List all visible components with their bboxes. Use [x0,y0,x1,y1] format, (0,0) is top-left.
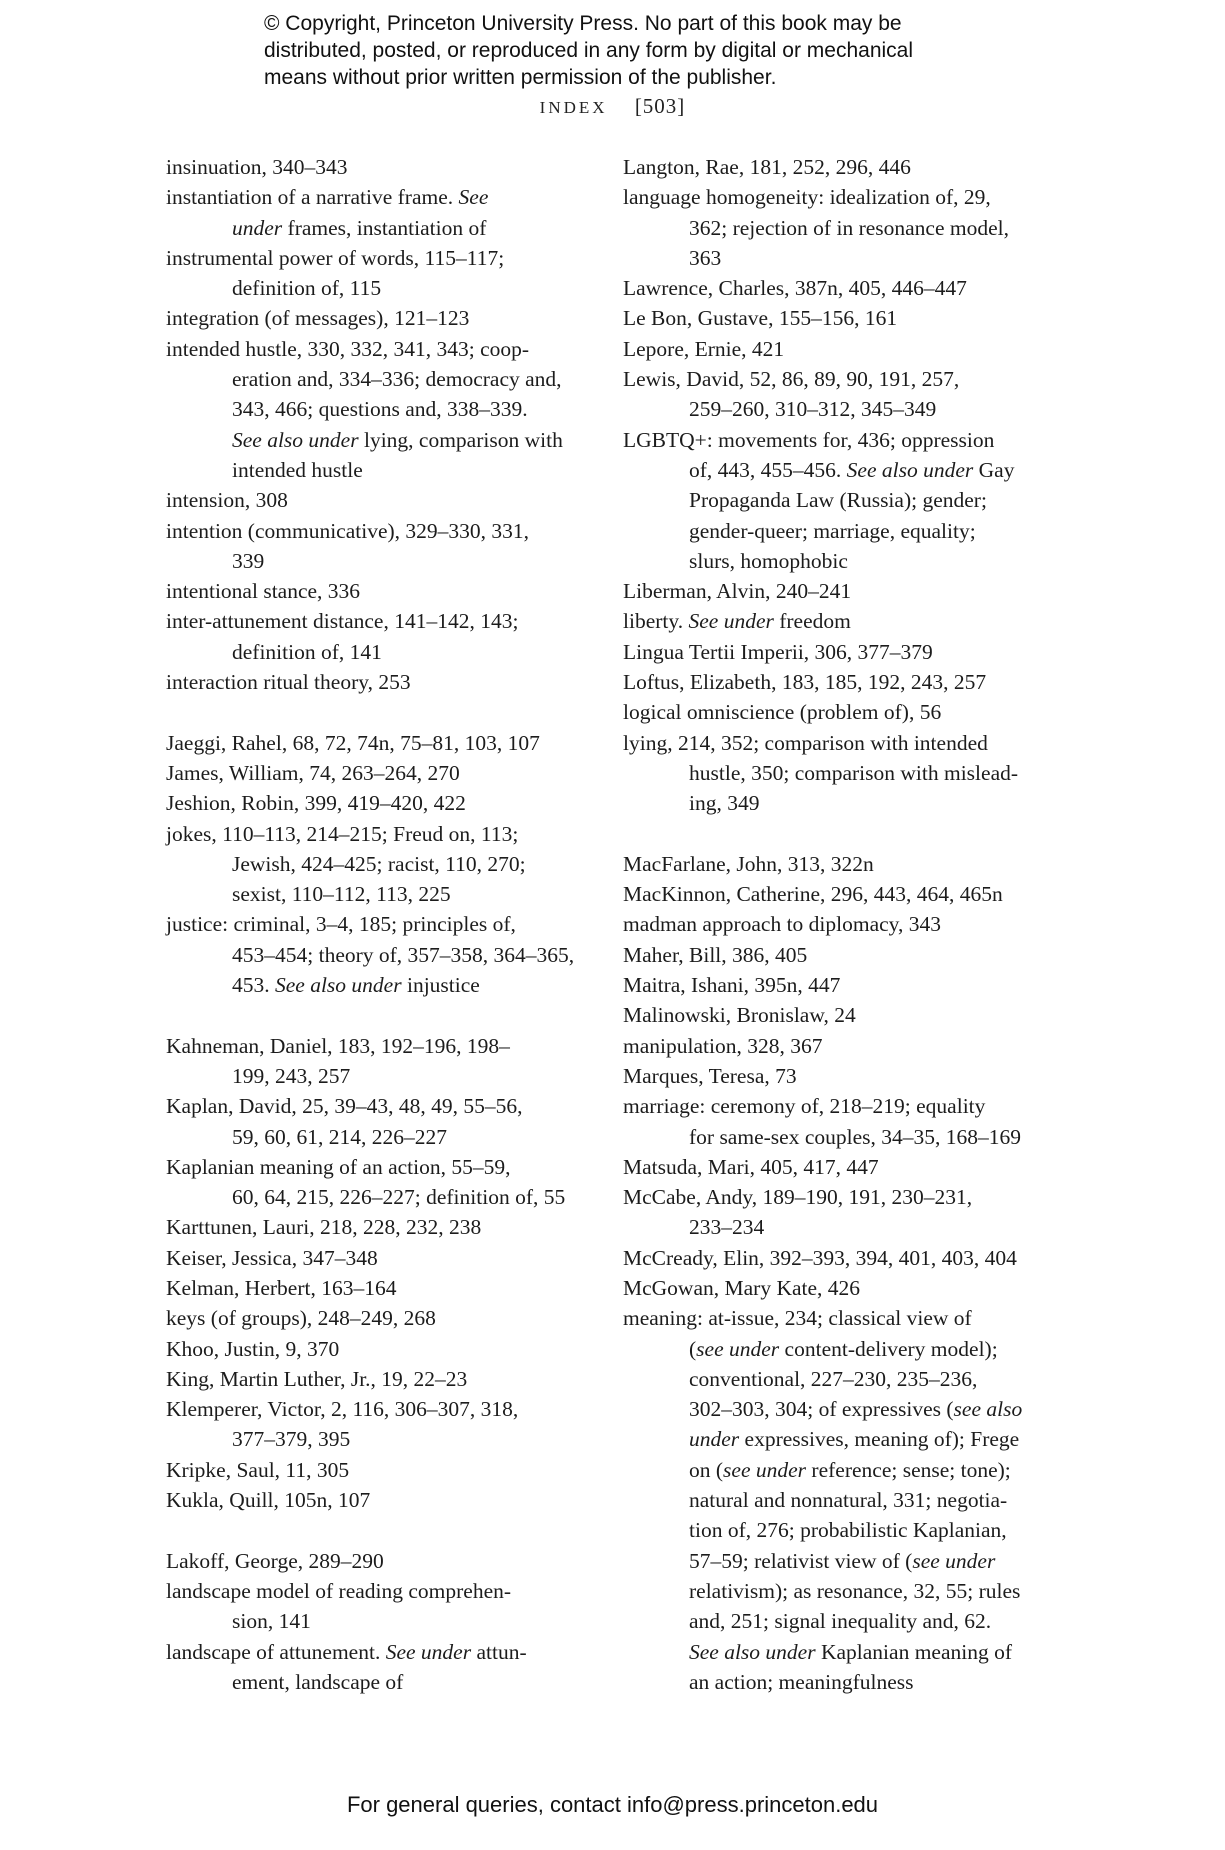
index-entry-continuation: for same-sex couples, 34–35, 168–169 [689,1124,1021,1149]
index-entry-continuation: 362; rejection of in resonance model, [689,215,1010,240]
index-entry-line: jokes, 110–113, 214–215; Freud on, 113; [166,821,519,846]
index-column-left [166,152,591,1697]
index-entry-line: marriage: ceremony of, 218–219; equality [623,1094,986,1119]
index-entry [623,728,1053,819]
index-entry-line: intentional stance, 336 [166,579,361,604]
index-group-gap [166,697,591,727]
index-entry-line: insinuation, 340–343 [166,155,348,179]
index-entry [166,1273,591,1303]
index-entry-continuation: Propaganda Law (Russia); gender; [689,488,987,513]
index-entry [166,1243,591,1273]
index-entry [166,576,591,606]
index-entry-continuation: intended hustle [232,457,363,482]
index-entry-continuation: tion of, 276; probabilistic Kaplanian, [689,1518,1007,1543]
index-entry [623,1152,1053,1182]
index-entry [623,1182,1053,1243]
footer-contact [0,1792,1225,1818]
index-entry [623,152,1053,182]
index-entry [166,334,591,485]
copyright-line: © Copyright, Princeton University Press. No part of this book may be [264,12,902,35]
index-entry-line: Malinowski, Bronislaw, 24 [623,1003,856,1028]
index-entry-line: keys (of groups), 248–249, 268 [166,1306,436,1331]
index-entry-line: intended hustle, 330, 332, 341, 343; coop- [166,336,530,361]
index-entry [166,1364,591,1394]
index-entry-line: integration (of messages), 121–123 [166,306,470,331]
index-entry-line: interaction ritual theory, 253 [166,670,411,695]
index-entry-line: Kelman, Herbert, 163–164 [166,1275,397,1300]
index-group-gap [166,1515,591,1545]
index-entry-continuation: 453. See also under injustice [232,973,480,998]
index-column-right [623,152,1053,1697]
index-entry-continuation: 377–379, 395 [232,1427,351,1452]
index-entry-continuation: eration and, 334–336; democracy and, [232,367,562,392]
index-entry-continuation: slurs, homophobic [689,548,848,573]
index-entry-line: liberty. See under freedom [623,609,851,634]
index-entry-line: intention (communicative), 329–330, 331, [166,518,530,543]
index-entry [166,1334,591,1364]
index-entry-line: intension, 308 [166,488,288,513]
index-entry-continuation: 302–303, 304; of expressives (see also [689,1397,1023,1422]
index-entry-continuation: See also under lying, comparison with [232,427,563,452]
index-entry [166,909,591,1000]
index-entry-line: MacKinnon, Catherine, 296, 443, 464, 465n [623,882,1003,907]
index-entry-line: inter-attunement distance, 141–142, 143; [166,609,519,634]
index-entry-line: justice: criminal, 3–4, 185; principles of, [166,912,516,937]
index-entry [166,1152,591,1213]
index-entry-line: meaning: at-issue, 234; classical view of [623,1306,972,1331]
index-entry [623,667,1053,697]
index-entry [166,1303,591,1333]
index-entry-line: Kaplan, David, 25, 39–43, 48, 49, 55–56, [166,1094,523,1119]
copyright-notice [264,10,984,91]
index-entry [166,516,591,577]
index-entry-continuation: on (see under reference; sense; tone); [689,1457,1011,1482]
index-entry [166,303,591,333]
index-entry-line: Lingua Tertii Imperii, 306, 377–379 [623,639,933,664]
index-entry-continuation: ement, landscape of [232,1669,404,1694]
index-entry [166,1031,591,1092]
index-entry [166,788,591,818]
index-entry-line: King, Martin Luther, Jr., 19, 22–23 [166,1366,468,1391]
index-entry [166,819,591,910]
index-entry [623,909,1053,939]
index-entry-line: Marques, Teresa, 73 [623,1063,797,1088]
copyright-line: means without prior written permission of the publisher. [264,66,777,89]
index-entry-continuation: ing, 349 [689,791,760,816]
index-entry-continuation: 233–234 [689,1215,765,1240]
index-entry-line: Maitra, Ishani, 395n, 447 [623,973,841,998]
index-entry-line: Lawrence, Charles, 387n, 405, 446–447 [623,276,967,301]
index-entry-line: Lakoff, George, 289–290 [166,1548,384,1573]
index-entry-line: Karttunen, Lauri, 218, 228, 232, 238 [166,1215,482,1240]
index-entry-continuation: 343, 466; questions and, 338–339. [232,397,528,422]
index-entry-continuation: of, 443, 455–456. See also under Gay [689,457,1015,482]
index-entry-line: MacFarlane, John, 313, 322n [623,851,874,876]
index-entry-continuation: 259–260, 310–312, 345–349 [689,397,937,422]
index-entry [166,1637,591,1698]
index-group-gap [166,1000,591,1030]
index-entry [166,485,591,515]
index-entry [623,606,1053,636]
index-entry [166,243,591,304]
index-entry-line: Le Bon, Gustave, 155–156, 161 [623,306,898,331]
index-entry [623,1303,1053,1697]
index-entry-continuation: under expressives, meaning of); Frege [689,1427,1020,1452]
index-entry [166,758,591,788]
index-entry-line: landscape of attunement. See under attun- [166,1639,527,1664]
index-entry-line: Klemperer, Victor, 2, 116, 306–307, 318, [166,1397,519,1422]
index-entry-line: Maher, Bill, 386, 405 [623,942,808,967]
index-entry [166,728,591,758]
index-entry-line: instrumental power of words, 115–117; [166,245,505,270]
index-entry-line: Kahneman, Daniel, 183, 192–196, 198– [166,1033,510,1058]
index-entry [623,1091,1053,1152]
index-entry-continuation: sion, 141 [232,1609,311,1634]
index-entry [166,667,591,697]
index-entry-continuation: 57–59; relativist view of (see under [689,1548,996,1573]
index-entry-continuation: an action; meaningfulness [689,1669,914,1694]
index-entry-line: Kaplanian meaning of an action, 55–59, [166,1154,511,1179]
index-entry-line: Matsuda, Mari, 405, 417, 447 [623,1154,879,1179]
index-entry [166,1546,591,1576]
index-entry-continuation: See also under Kaplanian meaning of [689,1639,1013,1664]
index-entry-line: Langton, Rae, 181, 252, 296, 446 [623,155,911,179]
index-entry-line: Loftus, Elizabeth, 183, 185, 192, 243, 257 [623,670,987,695]
index-entry [623,940,1053,970]
index-entry [623,970,1053,1000]
index-entry-line: McCready, Elin, 392–393, 394, 401, 403, 404 [623,1245,1017,1270]
index-entry-line: McCabe, Andy, 189–190, 191, 230–231, [623,1185,973,1210]
index-entry [623,364,1053,425]
index-entry-line: madman approach to diplomacy, 343 [623,912,942,937]
index-entry [623,879,1053,909]
index-entry [166,1455,591,1485]
index-entry-continuation: relativism); as resonance, 32, 55; rules [689,1578,1021,1603]
index-entry-line: Keiser, Jessica, 347–348 [166,1245,378,1270]
index-entry-continuation: under frames, instantiation of [232,215,487,240]
index-entry-line: landscape model of reading comprehen- [166,1578,512,1603]
index-entry [166,182,591,243]
index-entry-continuation: definition of, 141 [232,639,382,664]
index-entry [166,1576,591,1637]
index-entry-continuation: conventional, 227–230, 235–236, [689,1366,978,1391]
index-entry-continuation: 59, 60, 61, 214, 226–227 [232,1124,447,1149]
index-entry-line: Lewis, David, 52, 86, 89, 90, 191, 257, [623,367,960,392]
index-entry-line: James, William, 74, 263–264, 270 [166,760,460,785]
index-entry-line: Kripke, Saul, 11, 305 [166,1457,350,1482]
index-entry [623,1031,1053,1061]
index-entry-continuation: natural and nonnatural, 331; negotia- [689,1488,1008,1513]
index-entry [166,1212,591,1242]
index-entry [166,152,591,182]
index-entry-line: Khoo, Justin, 9, 370 [166,1336,340,1361]
index-entry [166,1091,591,1152]
index-entry-line: instantiation of a narrative frame. See [166,185,489,210]
index-entry-line: Jaeggi, Rahel, 68, 72, 74n, 75–81, 103, 107 [166,730,540,755]
index-entry [623,182,1053,273]
index-entry [623,1243,1053,1273]
copyright-line: distributed, posted, or reproduced in any form by digital or mechanical [264,39,914,62]
index-entry [623,1273,1053,1303]
index-entry [623,1000,1053,1030]
index-entry-continuation: 339 [232,548,265,573]
index-entry [166,1485,591,1515]
index-entry [623,303,1053,333]
index-entry-continuation: (see under content-delivery model); [689,1336,998,1361]
index-entry-line: Kukla, Quill, 105n, 107 [166,1488,371,1513]
index-entry-line: McGowan, Mary Kate, 426 [623,1275,861,1300]
index-entry [623,425,1053,576]
index-entry [623,849,1053,879]
index-entry-continuation: sexist, 110–112, 113, 225 [232,882,451,907]
index-entry-continuation: definition of, 115 [232,276,382,301]
index-entry [166,606,591,667]
index-entry [623,1061,1053,1091]
index-entry [623,697,1053,727]
index-entry [623,334,1053,364]
index-entry-continuation: Jewish, 424–425; racist, 110, 270; [232,851,526,876]
index-entry-line: LGBTQ+: movements for, 436; oppression [623,427,995,452]
index-entry [166,1394,591,1455]
index-entry-continuation: 60, 64, 215, 226–227; definition of, 55 [232,1185,566,1210]
running-head [0,94,1225,119]
footer-text: For general queries, contact info@press.princeton.edu [346,1792,879,1817]
index-entry-line: logical omniscience (problem of), 56 [623,700,942,725]
index-entry-line: lying, 214, 352; comparison with intended [623,730,988,755]
index-entry-continuation: 363 [689,245,722,270]
index-entry-line: manipulation, 328, 367 [623,1033,823,1058]
index-entry [623,273,1053,303]
index-entry-continuation: gender-queer; marriage, equality; [689,518,976,543]
index-entry-continuation: 453–454; theory of, 357–358, 364–365, [232,942,575,967]
running-head-title: INDEX [539,98,608,117]
index-group-gap [623,819,1053,849]
index-entry-line: Liberman, Alvin, 240–241 [623,579,852,604]
index-entry-line: Lepore, Ernie, 421 [623,336,785,361]
index-entry-line: Jeshion, Robin, 399, 419–420, 422 [166,791,466,816]
index-entry-continuation: and, 251; signal inequality and, 62. [689,1609,992,1634]
index-entry-continuation: hustle, 350; comparison with mislead- [689,760,1019,785]
page-number: [503] [634,94,686,118]
index-entry-line: language homogeneity: idealization of, 29, [623,185,991,210]
index-entry-continuation: 199, 243, 257 [232,1063,351,1088]
index-entry [623,576,1053,606]
index-entry [623,637,1053,667]
